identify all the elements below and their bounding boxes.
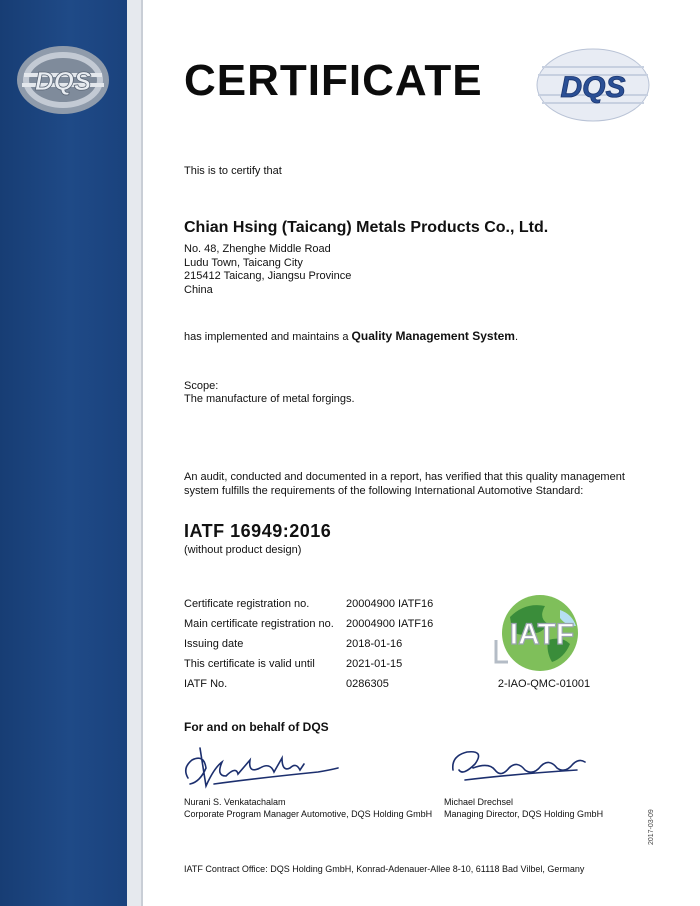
dqs-logo-silver-text: DQS [34,66,92,96]
detail-label: Main certificate registration no. [184,618,334,630]
address-line: Ludu Town, Taicang City [184,256,303,269]
dqs-logo-blue [534,45,652,125]
signature-venkatachalam [178,738,343,796]
iatf-logo-text: IATF [509,618,575,651]
page-title: CERTIFICATE [184,56,483,105]
scope-label: Scope: [184,380,219,392]
footer-contract-office: IATF Contract Office: DQS Holding GmbH, Konrad-Adenauer-Allee 8-10, 61118 Bad Vilbel, Germany [184,864,585,874]
qms-statement [184,329,518,344]
standard-name: IATF 16949:2016 [184,521,332,541]
detail-label: Issuing date [184,638,244,650]
dqs-logo-silver [14,42,112,118]
detail-value: 20004900 IATF16 [346,598,434,610]
audit-text-line: system fulfills the requirements of the following International Automotive Standard: [184,485,584,497]
detail-value: 2021-01-15 [346,658,403,670]
signatory-title: Managing Director, DQS Holding GmbH [444,808,604,819]
signatory-left [184,797,432,820]
signatory-title: Corporate Program Manager Automotive, DQS Holding GmbH [184,808,433,819]
address-line: No. 48, Zhenghe Middle Road [184,243,331,255]
qms-suffix: . [514,331,518,343]
detail-label: IATF No. [184,678,228,690]
dqs-logo-blue-text: DQS [560,71,626,104]
scope-text: The manufacture of metal forgings. [184,393,355,405]
company-name: Chian Hsing (Taicang) Metals Products Co., Ltd. [184,219,549,236]
detail-value: 2018-01-16 [346,638,403,650]
qms-prefix: has implemented and maintains a [184,331,349,343]
iatf-code: 2-IAO-QMC-01001 [497,678,591,690]
qms-system: Quality Management System [351,329,515,343]
standard-note: (without product design) [184,544,302,556]
signatory-name: Nurani S. Venkatachalam [184,797,286,807]
behalf-heading: For and on behalf of DQS [184,720,329,734]
audit-text-line: An audit, conducted and documented in a report, has verified that this quality management [184,471,625,483]
detail-label: This certificate is valid until [184,658,315,670]
detail-value: 20004900 IATF16 [346,618,434,630]
address-line: China [184,283,213,296]
intro-text: This is to certify that [184,165,282,177]
address-line: 215412 Taicang, Jiangsu Province [184,270,352,283]
form-date: 2017-03-09 [648,809,655,845]
bar-edge-line [141,0,143,906]
bar-edge [127,0,141,906]
left-blue-bar [0,0,127,906]
signatory-right [444,797,603,820]
detail-label: Certificate registration no. [184,598,310,610]
signature-drechsel [445,740,595,792]
signatory-name: Michael Drechsel [444,797,514,807]
iatf-globe-logo [490,592,590,674]
company-address [184,243,351,297]
detail-value: 0286305 [346,678,389,690]
